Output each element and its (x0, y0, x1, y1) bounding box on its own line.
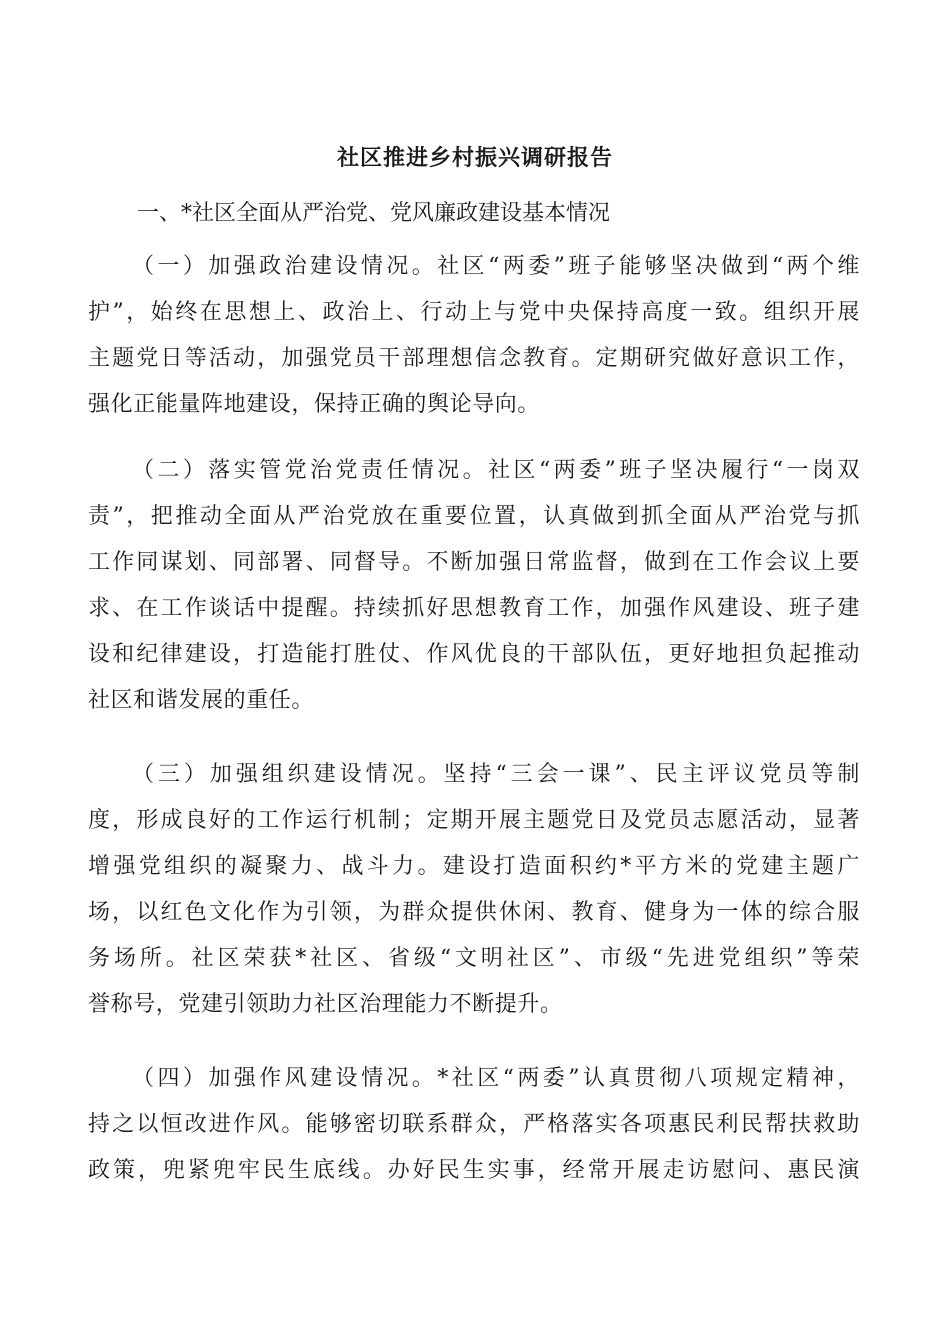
paragraph-line: （一）加强政治建设情况。社区“两委”班子能够坚决做到“两个维 (132, 254, 860, 279)
paragraph-line: 强化正能量阵地建设，保持正确的舆论导向。 (88, 392, 541, 417)
paragraph-line: （四）加强作风建设情况。*社区“两委”认真贯彻八项规定精神， (132, 1066, 860, 1091)
paragraph-line: 主题党日等活动，加强党员干部理想信念教育。定期研究做好意识工作， (88, 346, 860, 371)
paragraph-2 (88, 448, 860, 724)
paragraph-1 (88, 244, 860, 428)
paragraph-line: 护”，始终在思想上、政治上、行动上与党中央保持高度一致。组织开展 (88, 300, 860, 325)
paragraph-line: 社区和谐发展的重任。 (88, 688, 315, 713)
paragraph-line: 度，形成良好的工作运行机制；定期开展主题党日及党员志愿活动，显著 (88, 808, 860, 833)
paragraph-line: 求、在工作谈话中提醒。持续抓好思想教育工作，加强作风建设、班子建 (88, 596, 860, 621)
paragraph-4 (88, 1056, 860, 1194)
paragraph-line: 设和纪律建设，打造能打胜仗、作风优良的干部队伍，更好地担负起推动 (88, 642, 860, 667)
paragraph-line: （二）落实管党治党责任情况。社区“两委”班子坚决履行“一岗双 (132, 458, 860, 483)
paragraph-line: 场，以红色文化作为引领，为群众提供休闲、教育、健身为一体的综合服 (88, 900, 860, 925)
paragraph-line: 务场所。社区荣获*社区、省级“文明社区”、市级“先进党组织”等荣 (88, 946, 860, 971)
paragraph-3 (88, 752, 860, 1028)
paragraph-line: 工作同谋划、同部署、同督导。不断加强日常监督，做到在工作会议上要 (88, 550, 860, 575)
document-title: 社区推进乡村振兴调研报告 (336, 145, 613, 171)
paragraph-line: 责”，把推动全面从严治党放在重要位置，认真做到抓全面从严治党与抓 (88, 504, 860, 529)
paragraph-line: 誉称号，党建引领助力社区治理能力不断提升。 (88, 992, 563, 1017)
paragraph-line: 政策，兜紧兜牢民生底线。办好民生实事，经常开展走访慰问、惠民演 (88, 1158, 860, 1183)
paragraph-line: 增强党组织的凝聚力、战斗力。建设打造面积约*平方米的党建主题广 (88, 854, 860, 879)
paragraph-line: （三）加强组织建设情况。坚持“三会一课”、民主评议党员等制 (132, 762, 860, 787)
section-heading: 一、*社区全面从严治党、党风廉政建设基本情况 (137, 201, 611, 226)
paragraph-line: 持之以恒改进作风。能够密切联系群众，严格落实各项惠民利民帮扶救助 (88, 1112, 860, 1137)
